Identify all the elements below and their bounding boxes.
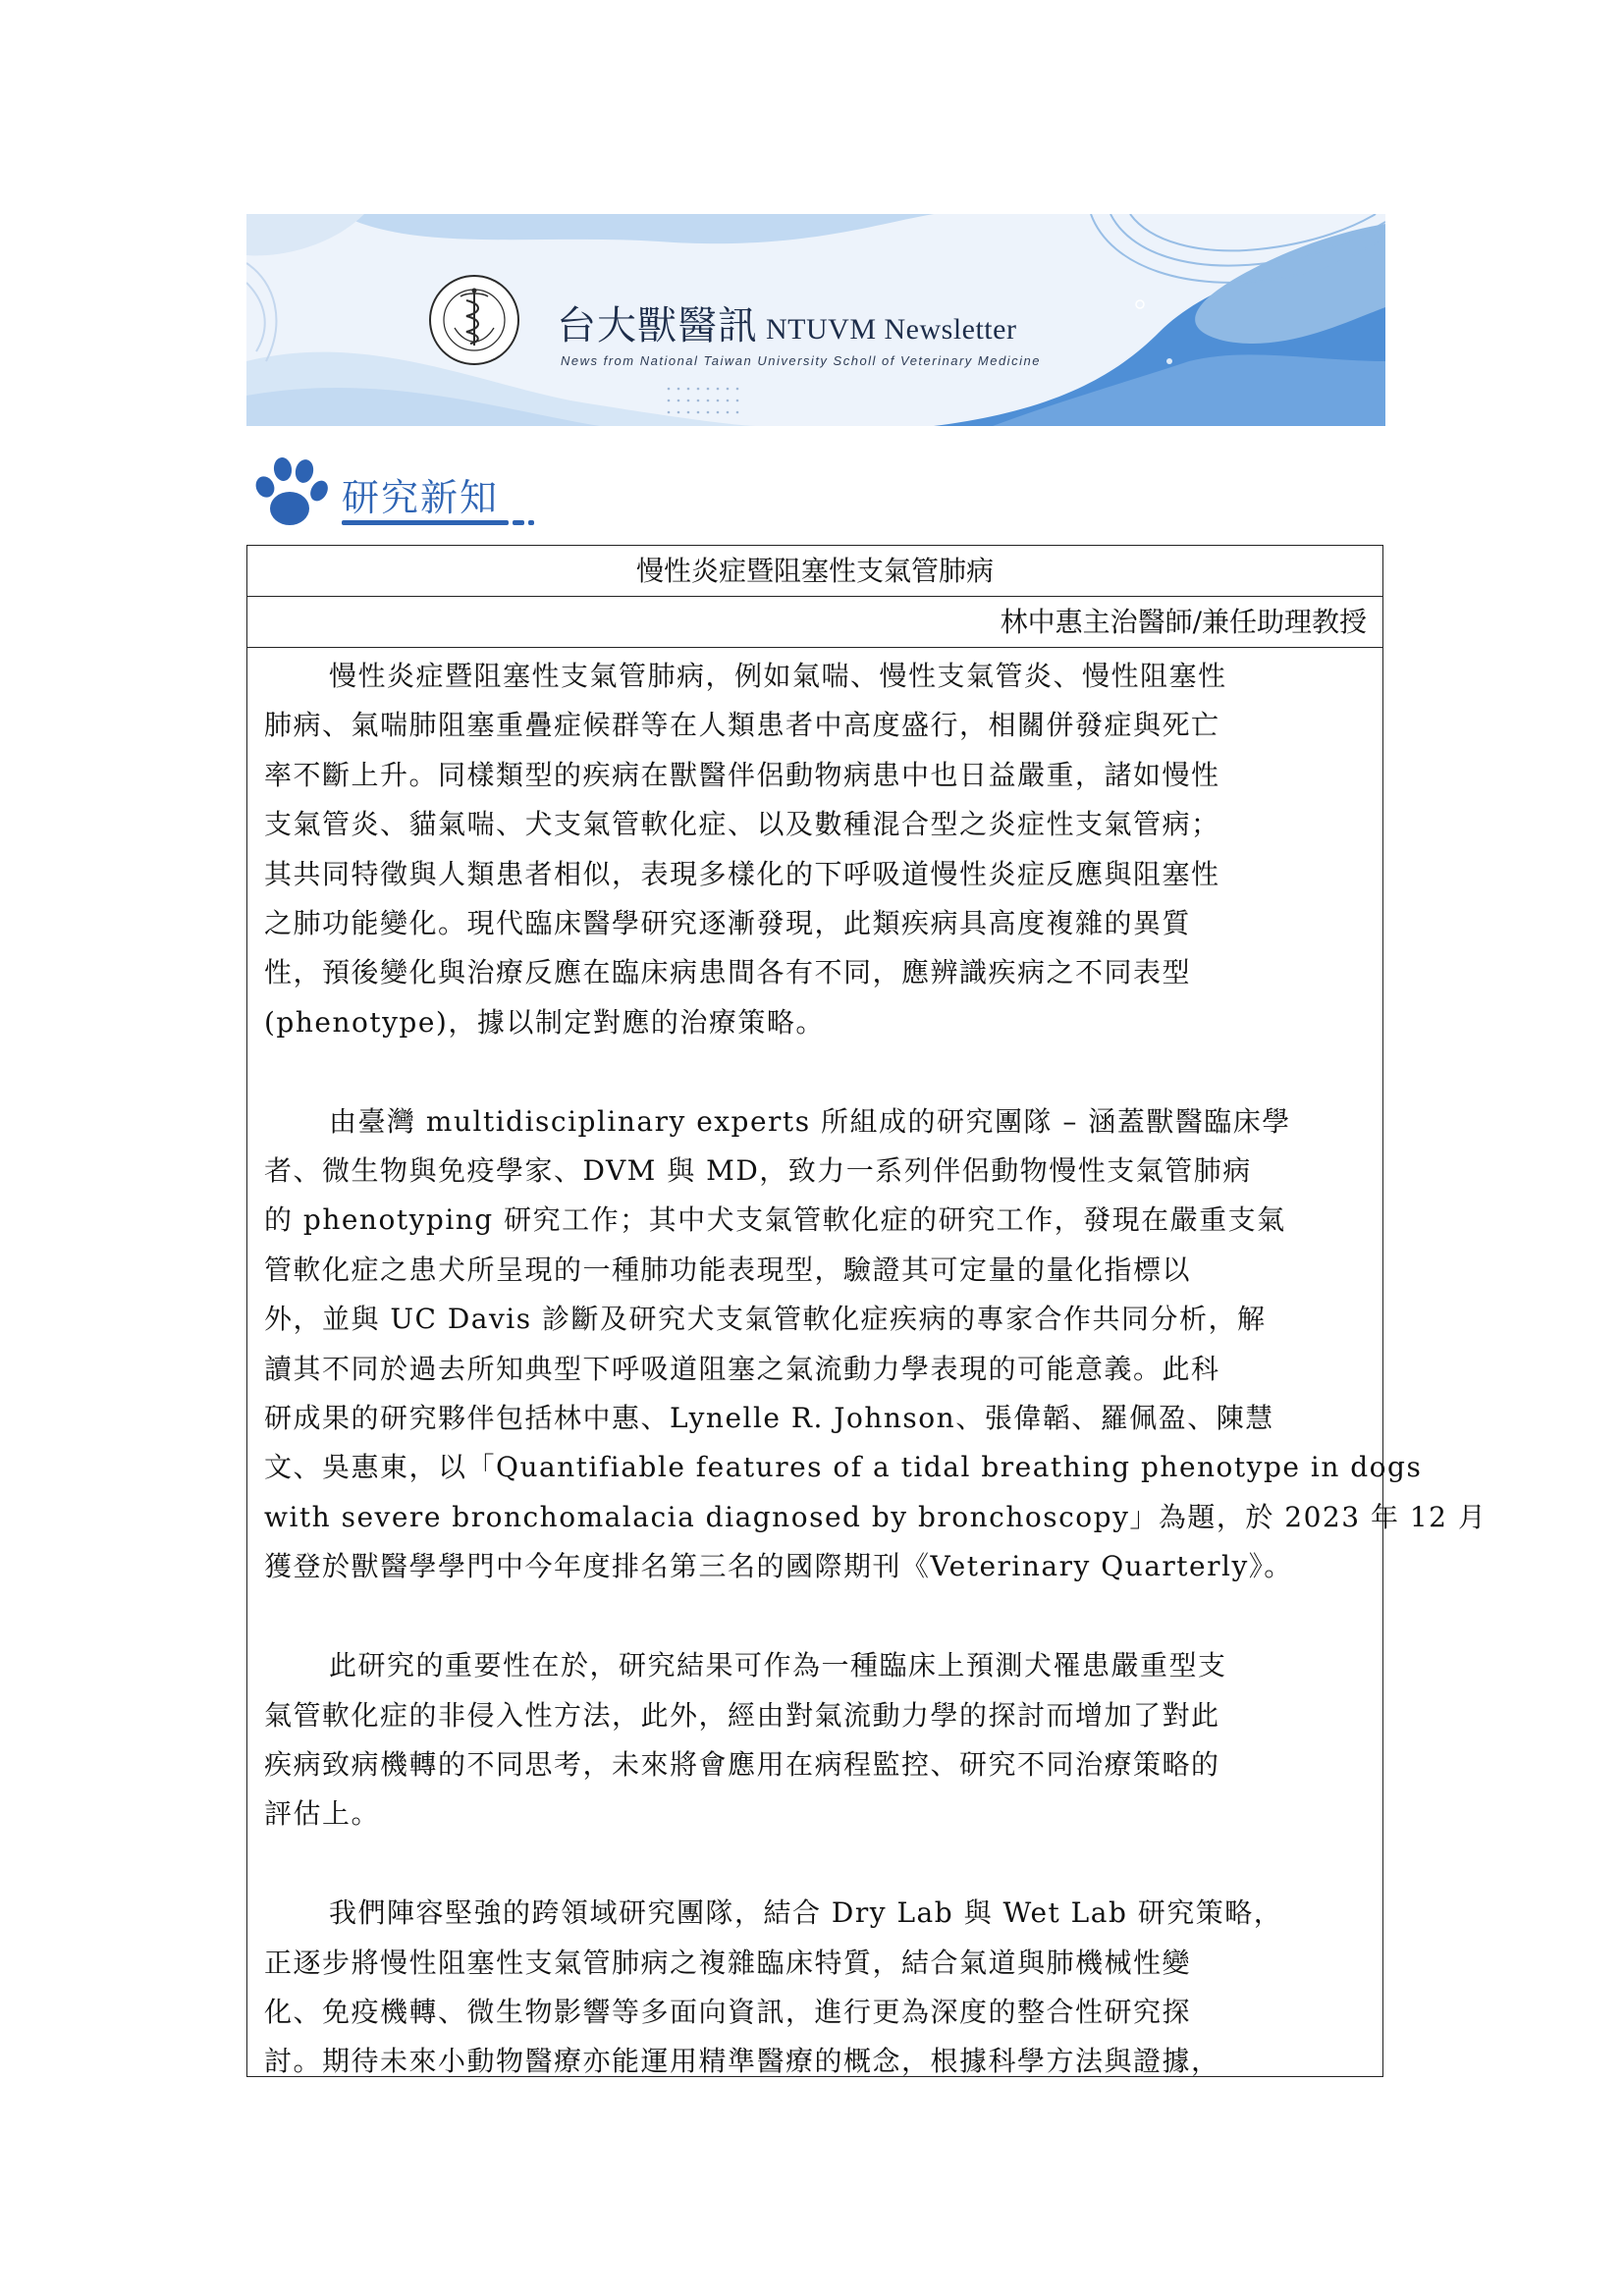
paragraph-line: 率不斷上升。同樣類型的疾病在獸醫伴侶動物病患中也日益嚴重，諸如慢性	[264, 758, 1220, 791]
paragraph-line: 由臺灣 multidisciplinary experts 所組成的研究團隊 – 涵蓋獸醫臨床學	[329, 1104, 1291, 1138]
paragraph-line: 文、吳惠東，以「Quantifiable features of a tidal breathing phenotype in dogs	[264, 1451, 1423, 1484]
paragraph-line: 我們陣容堅強的跨領域研究團隊，結合 Dry Lab 與 Wet Lab 研究策略，	[329, 1896, 1283, 1930]
paragraph-line: 者、微生物與免疫學家、DVM 與 MD，致力一系列伴侶動物慢性支氣管肺病	[264, 1154, 1252, 1188]
section-dash	[528, 520, 534, 525]
article-title: 慢性炎症暨阻塞性支氣管肺病	[247, 546, 1382, 597]
section-title: 研究新知	[342, 476, 500, 519]
section-heading	[245, 450, 540, 538]
paragraph-line: 獲登於獸醫學學門中今年度排名第三名的國際期刊《Veterinary Quarterly》。	[264, 1550, 1293, 1583]
paragraph-2	[264, 1097, 1488, 1592]
paragraph-line: with severe bronchomalacia diagnosed by bronchoscopy」為題，於 2023 年 12 月	[264, 1500, 1488, 1533]
paragraph-line: 討。期待未來小動物醫療亦能運用精準醫療的概念，根據科學方法與證據，	[264, 2045, 1220, 2078]
paragraph-line: 外，並與 UC Davis 診斷及研究犬支氣管軟化症疾病的專家合作共同分析，解	[264, 1303, 1267, 1336]
newsletter-banner	[246, 214, 1385, 426]
article-body	[247, 648, 1488, 2087]
paragraph-line: 其共同特徵與人類患者相似，表現多樣化的下呼吸道慢性炎症反應與阻塞性	[264, 857, 1220, 890]
paragraph-line: (phenotype)，據以制定對應的治療策略。	[264, 1005, 825, 1039]
paragraph-line: 慢性炎症暨阻塞性支氣管肺病，例如氣喘、慢性支氣管炎、慢性阻塞性	[329, 660, 1227, 692]
paragraph-line: 疾病致病機轉的不同思考，未來將會應用在病程監控、研究不同治療策略的	[264, 1747, 1220, 1781]
paragraph-line: 研成果的研究夥伴包括林中惠、Lynelle R. Johnson、張偉韜、羅佩盈、陳慧	[264, 1402, 1274, 1435]
paragraph-1	[264, 652, 1365, 1047]
newsletter-title-zh: 台大獸醫訊	[557, 303, 758, 348]
paragraph-line: 性，預後變化與治療反應在臨床病患間各有不同，應辨識疾病之不同表型	[264, 956, 1192, 989]
paragraph-line: 肺病、氣喘肺阻塞重疊症候群等在人類患者中高度盛行，相關併發症與死亡	[264, 709, 1220, 742]
paragraph-line: 此研究的重要性在於，研究結果可作為一種臨床上預測犬罹患嚴重型支	[329, 1649, 1227, 1682]
paragraph-line: 管軟化症之患犬所呈現的一種肺功能表現型，驗證其可定量的量化指標以	[264, 1253, 1192, 1286]
article-box	[246, 545, 1488, 2078]
paragraph-gap	[264, 1047, 1365, 1096]
paragraph-gap	[264, 1840, 1365, 1889]
section-dash	[513, 520, 524, 525]
article-author: 林中惠主治醫師/兼任助理教授	[247, 597, 1382, 648]
paragraph-line: 的 phenotyping 研究工作；其中犬支氣管軟化症的研究工作，發現在嚴重支氣	[264, 1203, 1286, 1237]
paragraph-line: 氣管軟化症的非侵入性方法，此外，經由對氣流動力學的探討而增加了對此	[264, 1698, 1220, 1732]
paragraph-line: 支氣管炎、貓氣喘、犬支氣管軟化症、以及數種混合型之炎症性支氣管病；	[264, 808, 1220, 841]
newsletter-subtitle: News from National Taiwan University Scholl of Veterinary Medicine	[561, 353, 1041, 368]
university-seal-icon	[427, 273, 521, 367]
newsletter-title	[557, 294, 1016, 350]
paragraph-line: 之肺功能變化。現代臨床醫學研究逐漸發現，此類疾病具高度複雜的異質	[264, 907, 1192, 940]
newsletter-title-en: NTUVM Newsletter	[766, 313, 1017, 346]
paragraph-line: 評估上。	[264, 1797, 381, 1831]
paragraph-3	[264, 1641, 1365, 1840]
paragraph-line: 讀其不同於過去所知典型下呼吸道阻塞之氣流動力學表現的可能意義。此科	[264, 1352, 1220, 1385]
paragraph-line: 正逐步將慢性阻塞性支氣管肺病之複雜臨床特質，結合氣道與肺機械性變	[264, 1946, 1192, 1979]
paw-print-icon	[245, 450, 334, 538]
paragraph-gap	[264, 1592, 1365, 1641]
section-underline	[342, 520, 509, 525]
paragraph-4	[264, 1889, 1365, 2087]
paragraph-line: 化、免疫機轉、微生物影響等多面向資訊，進行更為深度的整合性研究探	[264, 1995, 1192, 2028]
